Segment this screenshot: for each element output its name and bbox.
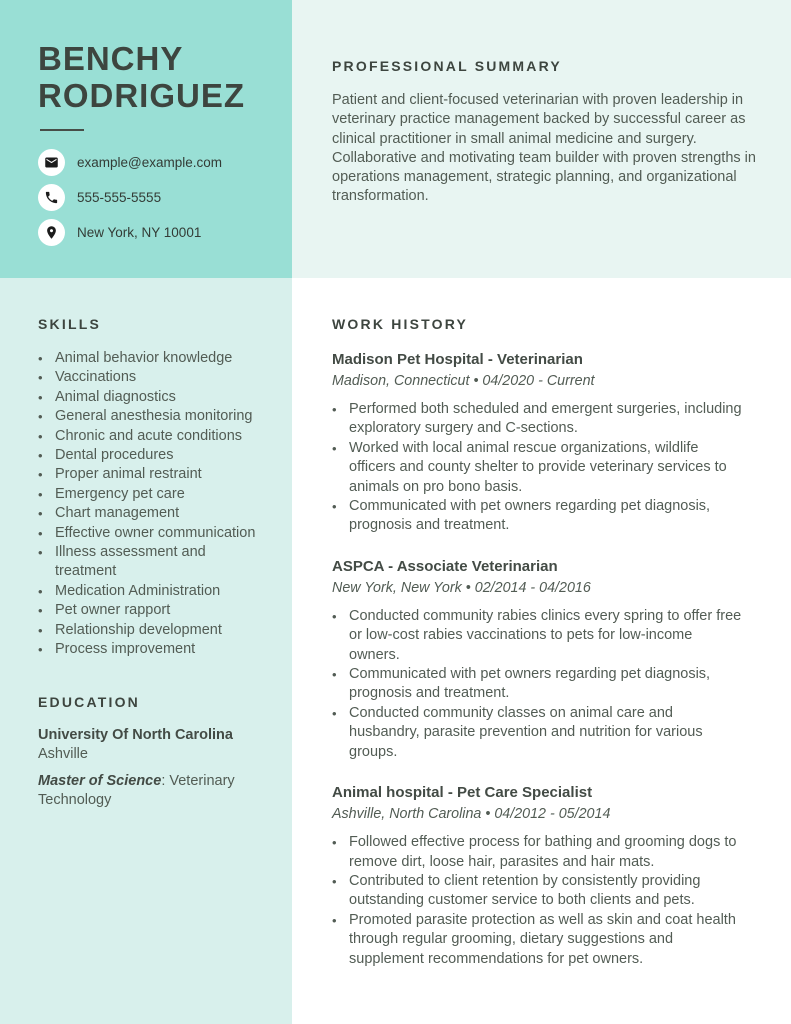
job-bullet: • Communicated with pet owners regarding pet diagnosis, prognosis and treatment.	[332, 665, 755, 704]
contact-row-email	[38, 149, 276, 176]
skill-item: • Dental procedures	[38, 446, 260, 465]
job-title: ASPCA - Associate Veterinarian	[332, 557, 558, 575]
skill-item: • Chart management	[38, 504, 260, 523]
job-title: Madison Pet Hospital - Veterinarian	[332, 351, 583, 368]
bullet-marker: •	[332, 608, 337, 624]
bullet-marker: •	[38, 370, 43, 386]
name-line-2: RODRIGUEZ	[38, 77, 245, 114]
school-location: Ashville	[38, 745, 88, 762]
bullet-marker: •	[38, 467, 43, 483]
location-value: New York, NY 10001	[77, 225, 202, 240]
phone-icon	[38, 184, 65, 211]
bullet-marker: •	[38, 486, 43, 502]
bullet-marker: •	[38, 448, 43, 464]
skill-item: • Vaccinations	[38, 368, 260, 387]
job-entry	[332, 557, 755, 762]
skill-item: • Medication Administration	[38, 582, 260, 601]
job-bullet-list	[332, 607, 755, 762]
bullet-marker: •	[332, 402, 337, 417]
bullet-marker: •	[38, 545, 43, 561]
degree-field: : Veterinary Technology	[38, 772, 235, 808]
skills-title: SKILLS	[38, 316, 101, 332]
job-entry	[332, 350, 755, 536]
skill-item: • Emergency pet care	[38, 485, 260, 504]
job-bullet: • Promoted parasite protection as well as skin and coat health through regular grooming, dietary suggestions and supplement recommendations for pet owners.	[332, 911, 755, 969]
job-entry	[332, 783, 755, 969]
bullet-marker: •	[332, 667, 337, 683]
job-bullet: • Communicated with pet owners regarding pet diagnosis, prognosis and treatment.	[332, 497, 755, 536]
header	[0, 0, 292, 278]
job-bullet: • Followed effective process for bathing and grooming dogs to remove dirt, loose hair, parasites and hair mats.	[332, 833, 755, 872]
skill-item: • Illness assessment and treatment	[38, 543, 260, 582]
contact-list	[38, 149, 276, 246]
bullet-marker: •	[38, 622, 43, 638]
bullet-marker: •	[38, 409, 43, 425]
bullet-marker: •	[38, 428, 43, 444]
skill-item: • Proper animal restraint	[38, 465, 260, 484]
work-history-section	[292, 278, 791, 1024]
job-meta: Madison, Connecticut • 04/2020 - Current	[332, 373, 595, 389]
skill-item: • Effective owner communication	[38, 524, 260, 543]
work-history-title: WORK HISTORY	[332, 316, 469, 332]
job-bullet: • Conducted community classes on animal care and husbandry, parasite prevention and nutrition for various groups.	[332, 704, 755, 762]
skill-item: • Animal behavior knowledge	[38, 349, 260, 368]
person-name	[38, 40, 276, 114]
bullet-marker: •	[332, 835, 337, 851]
bullet-marker: •	[38, 525, 43, 541]
left-column	[0, 0, 292, 1024]
bullet-marker: •	[332, 705, 337, 721]
job-meta: Ashville, North Carolina • 04/2012 - 05/2014	[332, 806, 611, 823]
bullet-marker: •	[332, 912, 337, 928]
education-school	[38, 726, 272, 764]
school-name: University Of North Carolina	[38, 726, 233, 743]
skill-item: • Animal diagnostics	[38, 388, 260, 407]
location-icon	[38, 219, 65, 246]
skill-item: • Chronic and acute conditions	[38, 427, 260, 446]
contact-row-location	[38, 219, 276, 246]
job-bullet: • Performed both scheduled and emergent surgeries, including exploratory surgery and C-sections.	[332, 400, 755, 439]
education-degree	[38, 772, 272, 811]
bullet-marker: •	[332, 440, 337, 456]
summary-text: Patient and client-focused veterinarian with proven leadership in veterinary practice management backed by successful career as clinical practitioner in small animal medicine and surgery. Collaborative and motivating team builder with proven strengths in operations management, strategic planning, and organizational transformation.	[332, 92, 756, 205]
bullet-marker: •	[332, 873, 337, 889]
skill-item: • Relationship development	[38, 621, 260, 640]
bullet-marker: •	[332, 499, 337, 515]
job-bullet-list	[332, 833, 755, 969]
bullet-marker: •	[38, 351, 43, 366]
job-meta: New York, New York • 02/2014 - 04/2016	[332, 579, 591, 596]
bullet-marker: •	[38, 389, 43, 405]
skills-list	[38, 349, 260, 660]
bullet-marker: •	[38, 506, 43, 522]
envelope-icon	[38, 149, 65, 176]
name-line-1: BENCHY	[38, 40, 184, 77]
bullet-marker: •	[38, 583, 43, 599]
job-bullet: • Contributed to client retention by consistently providing outstanding customer service to both clients and pets.	[332, 872, 755, 911]
contact-row-phone	[38, 184, 276, 211]
name-divider	[40, 129, 84, 131]
summary-section	[292, 0, 791, 278]
degree-name: Master of Science	[38, 772, 162, 789]
right-column	[292, 0, 791, 1024]
sidebar	[0, 278, 292, 1024]
phone-value: 555-555-5555	[77, 190, 162, 205]
education-title: EDUCATION	[38, 693, 140, 710]
skill-item: • Process improvement	[38, 640, 260, 659]
skill-item: • General anesthesia monitoring	[38, 407, 260, 426]
email-value: example@example.com	[77, 155, 223, 170]
summary-title: PROFESSIONAL SUMMARY	[332, 58, 562, 74]
skill-item: • Pet owner rapport	[38, 601, 260, 620]
bullet-marker: •	[38, 642, 43, 658]
job-bullet: • Worked with local animal rescue organizations, wildlife officers and county shelter to provide veterinary services to animals on pro bono basis.	[332, 439, 755, 497]
job-bullet-list	[332, 400, 755, 536]
job-title: Animal hospital - Pet Care Specialist	[332, 784, 593, 802]
bullet-marker: •	[38, 603, 43, 619]
job-bullet: • Conducted community rabies clinics every spring to offer free or low-cost rabies vaccinations to pets for low-income owners.	[332, 607, 755, 665]
